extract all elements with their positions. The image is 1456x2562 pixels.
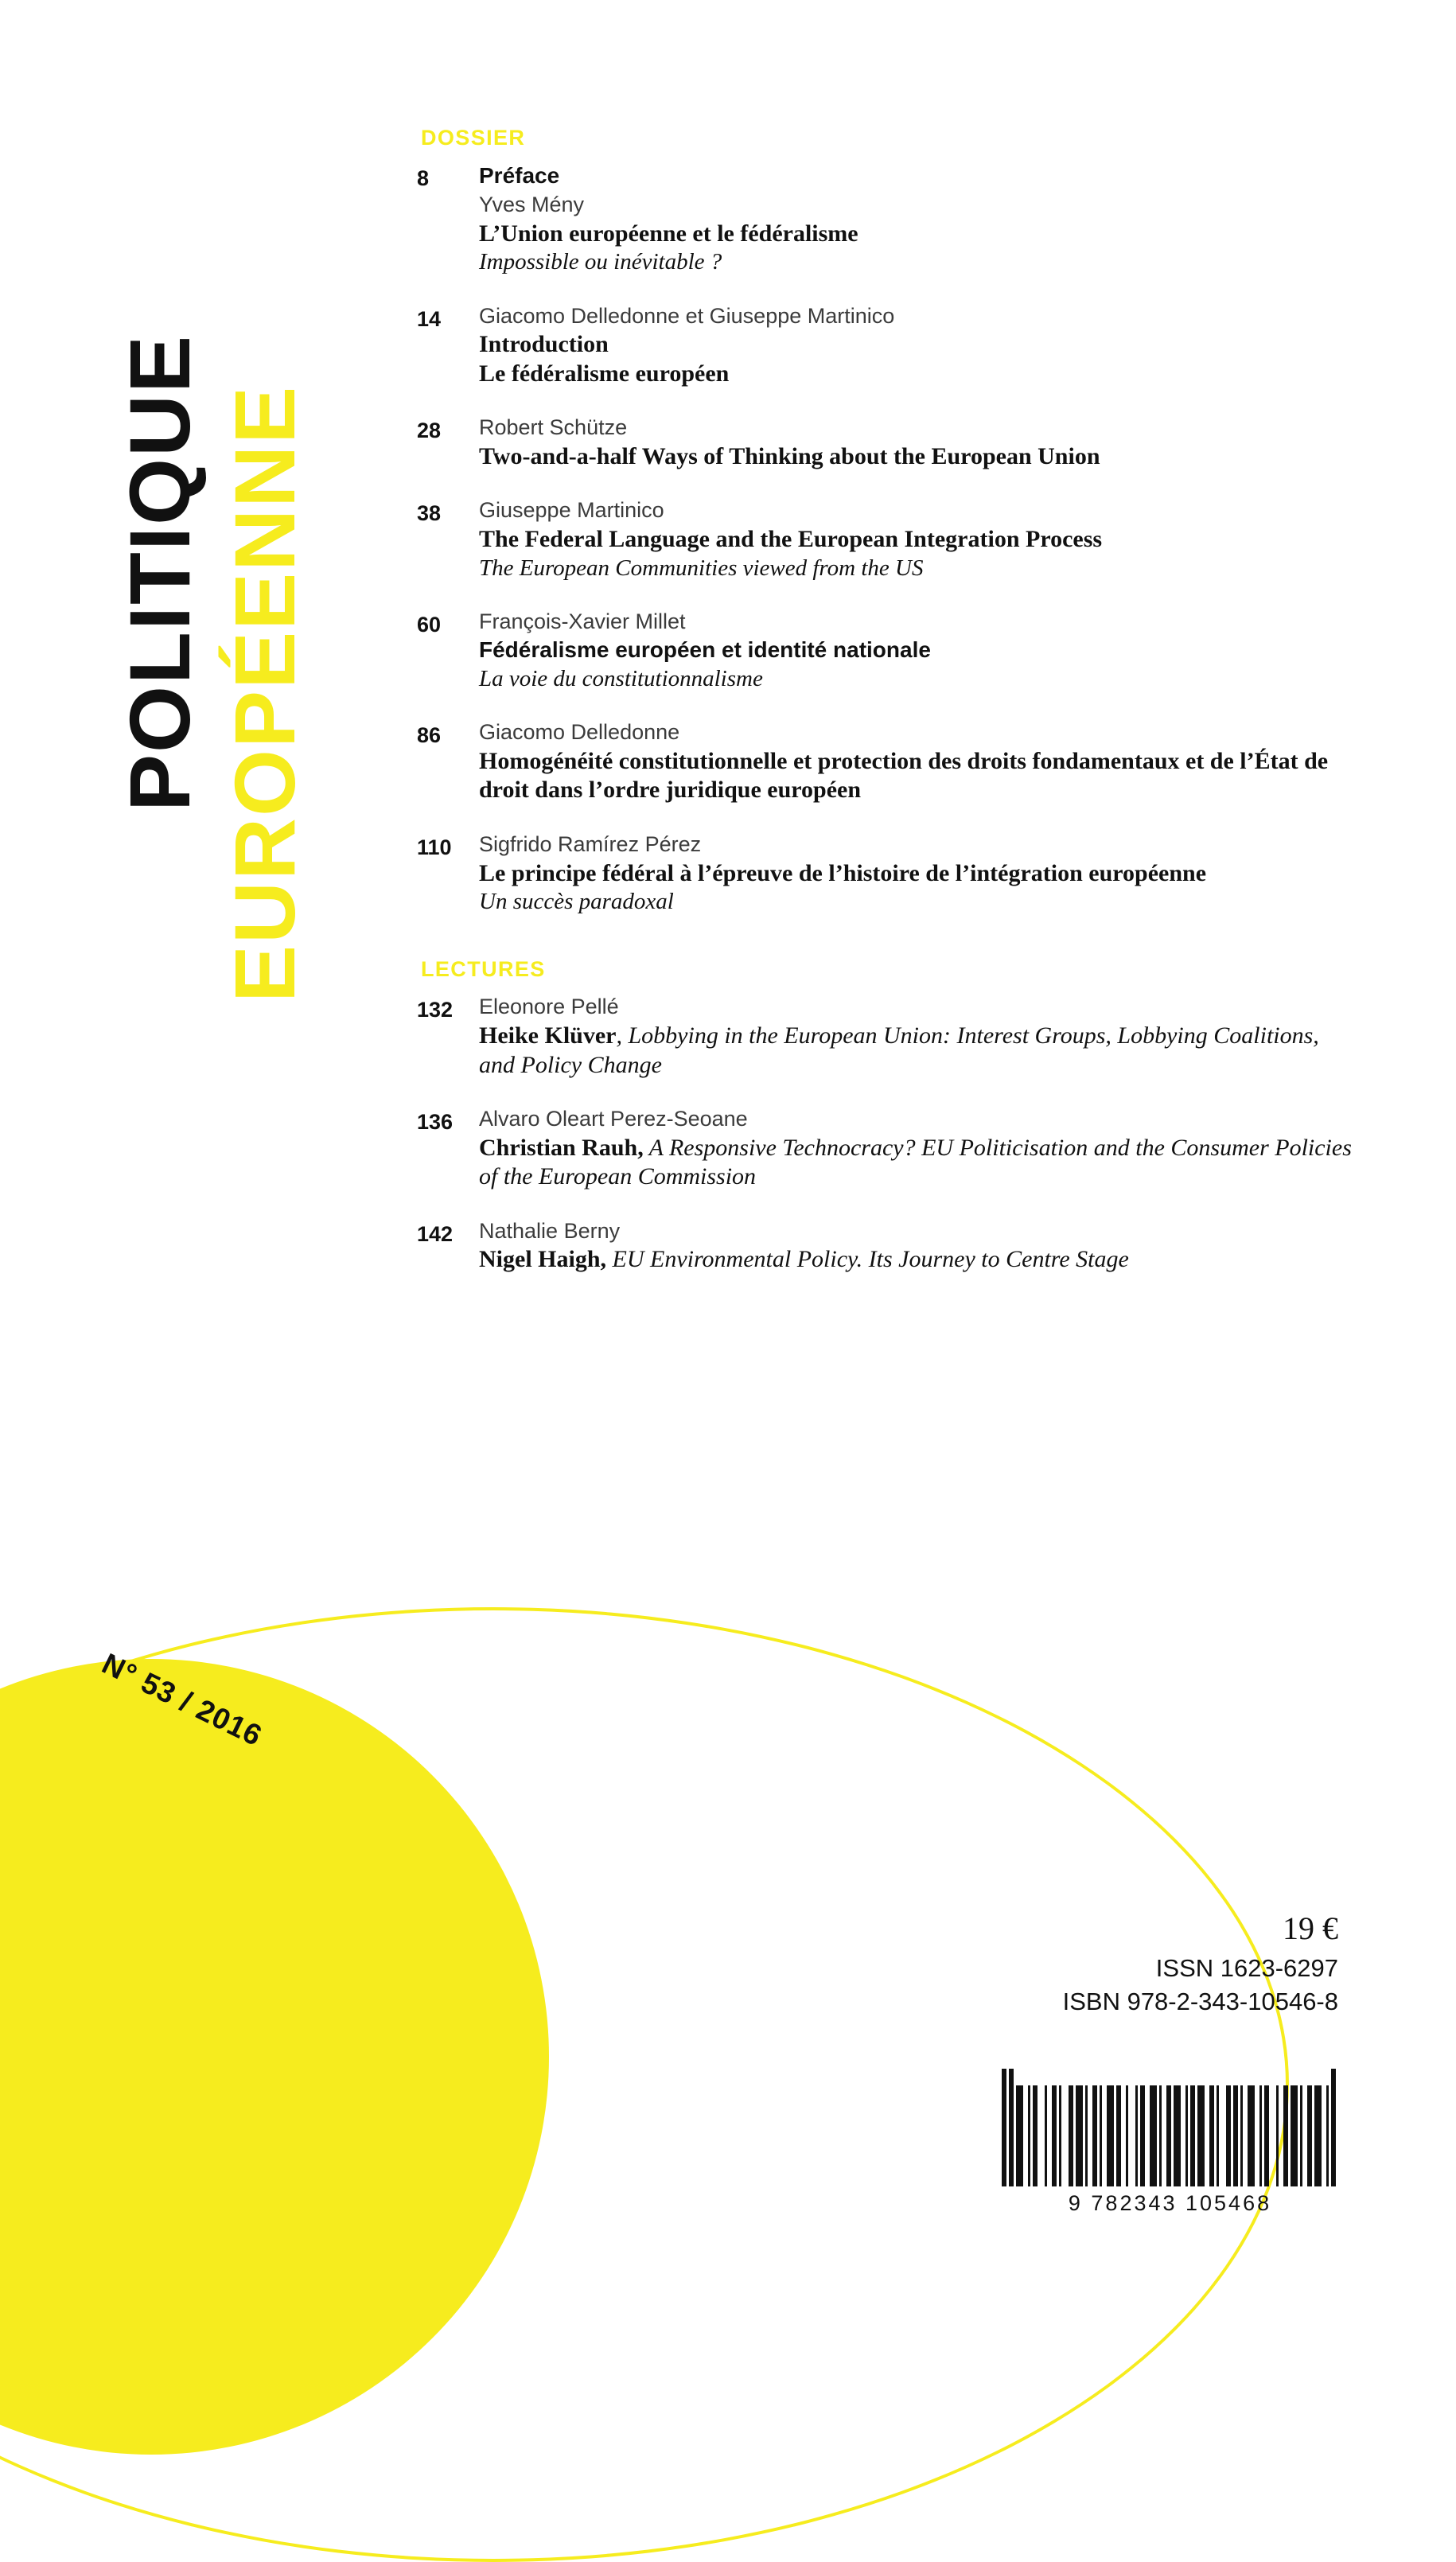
- toc-author: Sigfrido Ramírez Pérez: [479, 831, 702, 856]
- toc-entry[interactable]: [417, 993, 1356, 1080]
- section-heading-dossier: DOSSIER: [421, 126, 526, 150]
- toc-entry[interactable]: [417, 608, 1356, 693]
- toc-review-author: Nigel Haigh,: [479, 1246, 607, 1273]
- toc-title-second-line: Le fédéralisme européen: [479, 360, 730, 387]
- toc-entry[interactable]: [417, 1217, 1356, 1275]
- toc-page-number: 86: [417, 723, 442, 748]
- toc-page-number: 60: [417, 612, 442, 637]
- toc-entry[interactable]: [417, 414, 1356, 471]
- toc-title: Two-and-a-half Ways of Thinking about the European Union: [479, 442, 1100, 469]
- toc-author: Giacomo Delledonne: [479, 720, 680, 745]
- barcode-number: 9 782343 105468: [1068, 2191, 1272, 2215]
- journal-title-europeenne: EUROPÉENNE: [216, 384, 313, 1003]
- toc-title: Fédéralisme européen et identité nationale: [479, 637, 931, 663]
- toc-author: Eleonore Pellé: [479, 995, 619, 1019]
- section-heading-lectures: LECTURES: [421, 957, 546, 982]
- journal-masthead: [0, 0, 374, 1034]
- toc-page-number: 110: [417, 835, 452, 859]
- toc-preface-label: Préface: [479, 163, 560, 188]
- toc-title: Introduction: [479, 331, 609, 358]
- toc-page-number: 142: [417, 1221, 454, 1246]
- toc-entry[interactable]: [417, 162, 1356, 277]
- barcode: [1002, 2069, 1338, 2216]
- toc-page-number: 28: [417, 419, 442, 443]
- toc-page-number: 132: [417, 998, 454, 1022]
- toc-review-title: , Lobbying in the European Union: Interest Groups, Lobbying Coalitions, and Policy Change: [479, 1022, 1319, 1078]
- journal-title-politique: POLITIQUE: [111, 333, 208, 812]
- toc-author: Nathalie Berny: [479, 1218, 621, 1243]
- table-of-contents: [417, 126, 1356, 1300]
- isbn-label: ISBN 978-2-343-10546-8: [1062, 1987, 1338, 2015]
- toc-entry[interactable]: [417, 831, 1356, 917]
- toc-review: [479, 1245, 1356, 1275]
- toc-review-title: A Responsive Technocracy? EU Politicisation and the Consumer Policies of the European Commission: [479, 1134, 1352, 1190]
- toc-entry[interactable]: [417, 302, 1356, 389]
- price-label: 19 €: [1283, 1910, 1338, 1946]
- toc-review: [479, 1022, 1356, 1080]
- toc-subtitle: Un succès paradoxal: [479, 889, 674, 915]
- toc-review-title: EU Environmental Policy. Its Journey to Centre Stage: [606, 1246, 1129, 1273]
- toc-title: Le principe fédéral à l’épreuve de l’histoire de l’intégration européenne: [479, 859, 1207, 886]
- toc-title: L’Union européenne et le fédéralisme: [479, 220, 858, 247]
- toc-subtitle: Impossible ou inévitable ?: [479, 249, 722, 275]
- toc-author: Robert Schütze: [479, 415, 628, 440]
- barcode-bars: [1002, 2069, 1338, 2186]
- toc-author: François-Xavier Millet: [479, 609, 686, 633]
- toc-page-number: 136: [417, 1110, 454, 1135]
- toc-page-number: 14: [417, 306, 442, 331]
- toc-author: Giuseppe Martinico: [479, 498, 664, 523]
- toc-review: [479, 1134, 1356, 1192]
- toc-author: Yves Mény: [479, 193, 585, 216]
- toc-author: Alvaro Oleart Perez-Seoane: [479, 1107, 748, 1131]
- toc-title: Homogénéité constitutionnelle et protection des droits fondamentaux et de l’État de droit dans l’ordre juridique européen: [479, 747, 1329, 804]
- toc-review-author: Heike Klüver: [479, 1022, 617, 1049]
- toc-entry[interactable]: [417, 718, 1356, 805]
- issue-number: N° 53 / 2016: [97, 1647, 268, 1753]
- toc-entry[interactable]: [417, 496, 1356, 582]
- toc-subtitle: La voie du constitutionnalisme: [479, 665, 763, 691]
- toc-page-number: 38: [417, 501, 442, 526]
- toc-title: The Federal Language and the European Integration Process: [479, 525, 1103, 552]
- issn-label: ISSN 1623-6297: [1155, 1954, 1338, 1982]
- toc-subtitle: The European Communities viewed from the US: [479, 555, 924, 581]
- toc-entry[interactable]: [417, 1105, 1356, 1192]
- toc-page-number: 8: [417, 166, 430, 190]
- toc-review-author: Christian Rauh,: [479, 1134, 644, 1161]
- publication-info: [1063, 1910, 1338, 2019]
- toc-author: Giacomo Delledonne et Giuseppe Martinico: [479, 303, 895, 328]
